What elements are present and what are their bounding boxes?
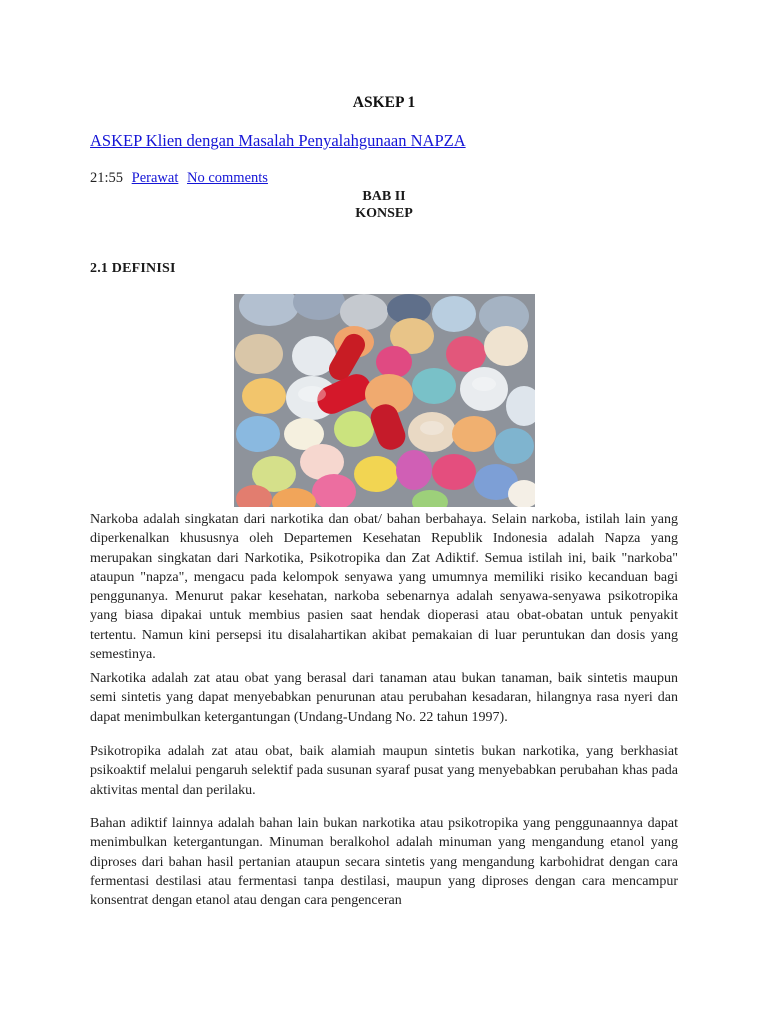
paragraph-bahan-adiktif: Bahan adiktif lainnya adalah bahan lain bukan narkotika atau psikotropika yang penggunaannya dapat menimbulkan ketergantungan. Minuman beralkohol adalah minuman yang mengandung etanol yang diproses dari bahan hasil pertanian ataupun secara sintetis yang mengandung karbohidrat dengan cara fermentasi destilasi atau fermentasi tanpa destilasi, maupun yang diproses dengan cara mencampur konsentrat dengan etanol atau dengan cara pengenceran	[90, 816, 678, 909]
section-heading: 2.1 DEFINISI	[90, 261, 176, 276]
paragraph-psikotropika: Psikotropika adalah zat atau obat, baik alamiah maupun sintetis bukan narkotika, yang berkhasiat psikoaktif melalui pengaruh selektif pada susunan syaraf pusat yang menyebabkan perubahan khas pada aktivitas mental dan perilaku.	[90, 744, 678, 798]
post-meta	[90, 170, 268, 187]
comments-link[interactable]: No comments	[186, 170, 268, 186]
chapter-title: KONSEP	[355, 206, 413, 221]
document-title: ASKEP 1	[352, 94, 416, 111]
pills-photo	[234, 294, 535, 507]
paragraph-narkotika: Narkotika adalah zat atau obat yang berasal dari tanaman atau bukan tanaman, baik sintetis maupun semi sintetis yang dapat menyebabkan penurunan atau perubahan kesadaran, hilangnya rasa nyeri dan dapat menimbulkan ketergantungan (Undang-Undang No. 22 tahun 1997).	[90, 671, 678, 725]
post-title-link[interactable]: ASKEP Klien dengan Masalah Penyalahgunaan NAPZA	[90, 131, 466, 150]
post-time: 21:55	[90, 170, 124, 186]
chapter-heading: BAB II	[362, 189, 406, 204]
paragraph-narkoba: Narkoba adalah singkatan dari narkotika dan obat/ bahan berbahaya. Selain narkoba, istilah lain yang diperkenalkan khususnya oleh Departemen Kesehatan Republik Indonesia adalah Napza yang merupakan singkatan dari Narkotika, Psikotropika dan Zat Adiktif. Semua istilah ini, baik "narkoba" ataupun "napza", mengacu pada kelompok senyawa yang umumnya memiliki risiko kecanduan bagi penggunanya. Menurut pakar kesehatan, narkoba sebenarnya adalah senyawa-senyawa psikotropika yang biasa dipakai untuk membius pasien saat hendak dioperasi atau obat-obatan untuk penyakit tertentu. Namun kini persepsi itu disalahartikan akibat pemakaian di luar peruntukan dan dosis yang semestinya.	[90, 512, 678, 663]
author-link[interactable]: Perawat	[131, 170, 179, 186]
